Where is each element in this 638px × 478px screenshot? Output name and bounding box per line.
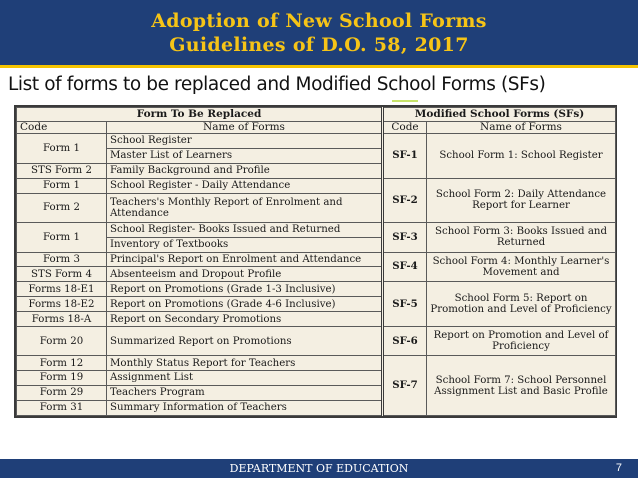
old-form-code: Form 20 [17,327,107,356]
table-row [17,252,616,267]
table-row [17,222,616,237]
old-form-code: STS Form 4 [17,267,107,282]
sf-code: SF-3 [383,222,427,252]
old-form-code: Forms 18-E1 [17,282,107,297]
old-form-code: Form 1 [17,222,107,252]
old-form-code: Form 29 [17,385,107,400]
sf-name: School Form 1: School Register [427,134,616,179]
header-title-line1: Adoption of New School Forms [151,9,487,32]
old-form-code: Form 1 [17,134,107,164]
sf-code: SF-7 [383,356,427,416]
header-title-line2: Guidelines of D.O. 58, 2017 [169,33,469,56]
sf-name: Report on Promotion and Level of Proficiency [427,327,616,356]
right-name-header: Name of Forms [427,122,616,134]
old-form-code: Form 12 [17,356,107,371]
table-row [17,282,616,297]
sf-name: School Form 7: School Personnel Assignment List and Basic Profile [427,356,616,416]
table-row [17,356,616,371]
footer-department: DEPARTMENT OF EDUCATION [229,462,409,475]
slide-footer [0,459,638,478]
old-form-name: Inventory of Textbooks [107,237,383,252]
sf-name: School Form 4: Monthly Learner's Movement and [427,252,616,282]
sf-code: SF-4 [383,252,427,282]
old-form-code: Form 2 [17,193,107,222]
old-form-name: Report on Secondary Promotions [107,312,383,327]
old-form-code: Form 1 [17,178,107,193]
table-row [17,134,616,149]
sf-name: School Form 5: Report on Promotion and Level of Proficiency [427,282,616,327]
highlight-mark [392,100,418,102]
old-form-name: Teachers's Monthly Report of Enrolment and Attendance [107,193,383,222]
table-row [17,327,616,356]
left-group-header: Form To Be Replaced [17,108,383,122]
sf-name: School Form 2: Daily Attendance Report for Learner [427,178,616,222]
old-form-name: School Register [107,134,383,149]
old-form-code: Form 31 [17,400,107,415]
slide-subtitle: List of forms to be replaced and Modified School Forms (SFs) [8,74,546,95]
old-form-name: Monthly Status Report for Teachers [107,356,383,371]
old-form-name: Principal's Report on Enrolment and Attendance [107,252,383,267]
old-form-name: Assignment List [107,371,383,386]
old-form-name: Family Background and Profile [107,163,383,178]
page-number: 7 [615,462,622,474]
left-code-header: Code [17,122,107,134]
old-form-name: School Register- Books Issued and Returned [107,222,383,237]
old-form-name: Summary Information of Teachers [107,400,383,415]
sf-name: School Form 3: Books Issued and Returned [427,222,616,252]
old-form-name: School Register - Daily Attendance [107,178,383,193]
table-body [17,134,616,416]
old-form-code: Forms 18-E2 [17,297,107,312]
sf-code: SF-6 [383,327,427,356]
old-form-name: Absenteeism and Dropout Profile [107,267,383,282]
table-row [17,178,616,193]
old-form-name: Teachers Program [107,385,383,400]
sf-code: SF-5 [383,282,427,327]
slide-header [0,0,638,68]
old-form-name: Summarized Report on Promotions [107,327,383,356]
forms-table [16,107,616,416]
right-group-header: Modified School Forms (SFs) [383,108,616,122]
left-name-header: Name of Forms [107,122,383,134]
old-form-code: Form 19 [17,371,107,386]
forms-table-container [14,105,617,418]
sf-code: SF-1 [383,134,427,179]
old-form-name: Report on Promotions (Grade 1-3 Inclusive) [107,282,383,297]
old-form-name: Report on Promotions (Grade 4-6 Inclusive) [107,297,383,312]
sf-code: SF-2 [383,178,427,222]
old-form-code: Form 3 [17,252,107,267]
right-code-header: Code [383,122,427,134]
old-form-code: Forms 18-A [17,312,107,327]
old-form-code: STS Form 2 [17,163,107,178]
old-form-name: Master List of Learners [107,148,383,163]
